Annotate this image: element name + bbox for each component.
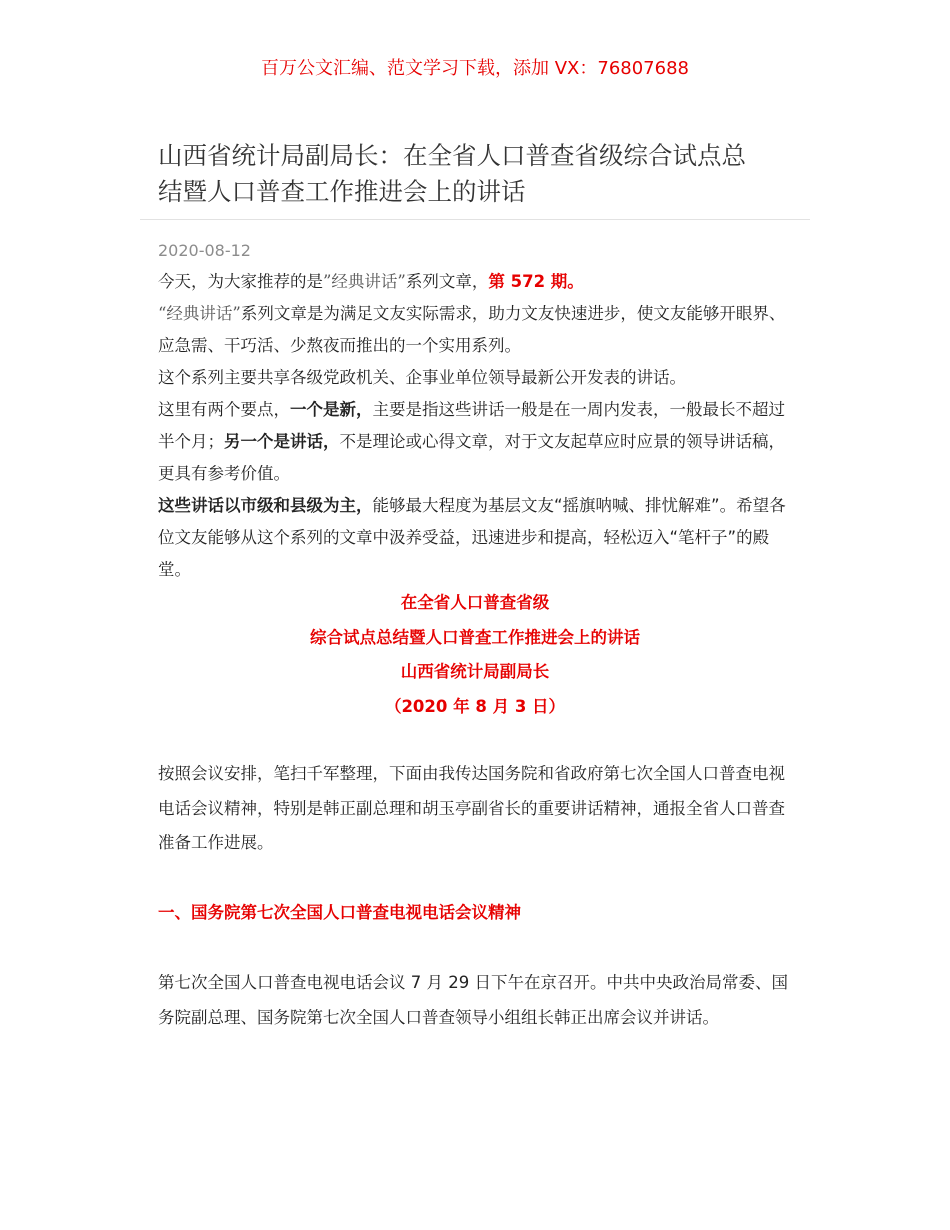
- speech-header: [158, 586, 792, 724]
- body-paragraph-1: 按照会议安排，笔扫千军整理，下面由我传达国务院和省政府第七次全国人口普查电视电话会议精神，特别是韩正副总理和胡玉亭副省长的重要讲话精神，通报全省人口普查准备工作进展。: [158, 764, 785, 852]
- intro-paragraph-2: “经典讲话”系列文章是为满足文友实际需求，助力文友快速进步，使文友能够开眼界、应急需、干巧活、少熬夜而推出的一个实用系列。: [158, 304, 786, 355]
- publish-date: 2020-08-12: [158, 241, 251, 260]
- section-1-heading: 一、国务院第七次全国人口普查电视电话会议精神: [158, 903, 521, 922]
- body-paragraph-2: 第七次全国人口普查电视电话会议 7 月 29 日下午在京召开。中共中央政治局常委、国务院副总理、国务院第七次全国人口普查领导小组组长韩正出席会议并讲话。: [158, 973, 788, 1027]
- intro-paragraph-5: 这些讲话以市级和县级为主，能够最大程度为基层文友“摇旗呐喊、排忧解难”。希望各位文友能够从这个系列的文章中汲养受益，迅速进步和提高，轻松迈入“笔杆子”的殿堂。: [158, 496, 786, 579]
- intro-paragraph-1: 今天，为大家推荐的是”经典讲话”系列文章，第 572 期。: [158, 272, 584, 291]
- intro-paragraph-4: 这里有两个要点，一个是新，主要是指这些讲话一般是在一周内发表，一般最长不超过半个月；另一个是讲话，不是理论或心得文章，对于文友起草应时应景的领导讲话稿，更具有参考价值。: [158, 400, 785, 483]
- series-intro: [158, 266, 798, 586]
- speech-date: （2020 年 8 月 3 日）: [384, 696, 566, 716]
- title-line-1: 山西省统计局副局长：在全省人口普查省级综合试点总: [158, 141, 746, 170]
- issue-number: 第 572 期。: [488, 272, 584, 291]
- title-line-2: 结暨人口普查工作推进会上的讲话: [158, 177, 526, 206]
- speech-title-line-2: 综合试点总结暨人口普查工作推进会上的讲话: [310, 627, 640, 647]
- article-title: [158, 138, 798, 210]
- speaker-title: 山西省统计局副局长: [400, 662, 550, 681]
- intro-paragraph-3: 这个系列主要共享各级党政机关、企事业单位领导最新公开发表的讲话。: [158, 368, 686, 387]
- title-divider: [140, 219, 810, 220]
- speech-title-line-1: 在全省人口普查省级: [400, 593, 550, 612]
- promo-banner: 百万公文汇编、范文学习下载，添加 VX：76807688: [261, 58, 689, 79]
